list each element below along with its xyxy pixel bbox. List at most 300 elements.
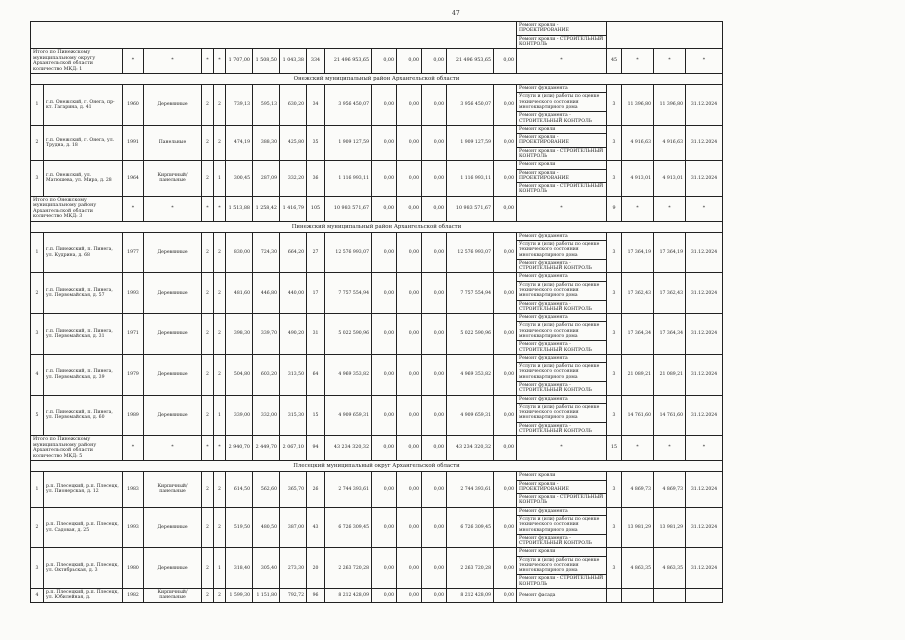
- fund-value: 0,00: [422, 232, 447, 273]
- residents: 31: [307, 314, 325, 355]
- row-number: 1: [31, 85, 44, 126]
- entrances: 2: [214, 507, 226, 548]
- other-funds: 0,00: [494, 161, 517, 196]
- total-cost: 43 234 320,32: [325, 436, 372, 461]
- fund-value: 0,00: [397, 589, 422, 603]
- work-type: Услуги и (или) работы по оценке технического состояния многоквартирного дома: [517, 321, 606, 339]
- other-funds: 0,00: [494, 472, 517, 507]
- work-count: 3: [607, 354, 622, 395]
- fund-value: 0,00: [372, 125, 397, 160]
- work-type: Ремонт кровли - ПРОЕКТИРОВАНИЕ: [519, 23, 569, 34]
- fund-value: 0,00: [372, 472, 397, 507]
- other-funds: 0,00: [494, 273, 517, 314]
- works-cell: [517, 472, 607, 507]
- building-address: г.п. Пинежский, п. Пинега, ул. Первомайская, д. 31: [44, 314, 123, 355]
- unit-cost: 13 981,29: [622, 507, 654, 548]
- residents: 43: [307, 507, 325, 548]
- floors: 2: [202, 161, 214, 196]
- other-funds: 0,00: [494, 314, 517, 355]
- wall-material: Деревянные: [144, 507, 202, 548]
- area-value: 481,60: [226, 273, 253, 314]
- work-type: Ремонт кровли - ПРОЕКТИРОВАНИЕ: [517, 169, 606, 182]
- fund-value: 0,00: [372, 354, 397, 395]
- owner-funds: 2 744 393,61: [447, 472, 494, 507]
- works-cell: [517, 548, 607, 589]
- entrances: 2: [214, 125, 226, 160]
- entrances: 1: [214, 395, 226, 436]
- fund-value: 0,00: [372, 395, 397, 436]
- owner-funds: 8 212 428,09: [447, 589, 494, 603]
- total-star: *: [144, 196, 202, 221]
- total-count: 45: [607, 49, 622, 74]
- work-count: 3: [607, 273, 622, 314]
- work-count: 3: [607, 161, 622, 196]
- residents: 96: [307, 589, 325, 603]
- residents: 20: [307, 548, 325, 589]
- fund-value: 0,00: [397, 548, 422, 589]
- area-value: 332,00: [253, 395, 280, 436]
- build-year: 1991: [123, 125, 144, 160]
- total-own-funds: 43 234 320,32: [447, 436, 494, 461]
- unit-cost: 4 863,35: [622, 548, 654, 589]
- area-value: 595,13: [253, 85, 280, 126]
- total-cost: 10 983 571,67: [325, 196, 372, 221]
- completion-date: 31.12.2024: [686, 472, 723, 507]
- residents: 34: [307, 85, 325, 126]
- unit-cost: 4 913,01: [622, 161, 654, 196]
- floors: 2: [202, 507, 214, 548]
- fund-value: 0,00: [372, 589, 397, 603]
- carry-over-row: [31, 22, 723, 49]
- fund-value: 0,00: [422, 589, 447, 603]
- works-cell: [517, 161, 607, 196]
- building-address: г.п. Пинежский, п. Пинега, ул. Кудрина, д. 68: [44, 232, 123, 273]
- max-unit-cost: 17 364,19: [654, 232, 686, 273]
- total-row: [31, 49, 723, 74]
- section-header-row: [31, 461, 723, 472]
- total-own-funds: 21 496 953,65: [447, 49, 494, 74]
- unit-cost: 4 916,63: [622, 125, 654, 160]
- fund-value: 0,00: [422, 548, 447, 589]
- owner-funds: 12 576 993,07: [447, 232, 494, 273]
- wall-material: Деревянные: [144, 314, 202, 355]
- other-funds: 0,00: [494, 589, 517, 603]
- owner-funds: 1 116 993,11: [447, 161, 494, 196]
- fund-value: 0,00: [372, 507, 397, 548]
- entrances: 2: [214, 314, 226, 355]
- residents: 27: [307, 232, 325, 273]
- fund-value: 0,00: [397, 507, 422, 548]
- total-area: 1 258,42: [253, 196, 280, 221]
- completion-date: 31.12.2024: [686, 507, 723, 548]
- area-value: 519,50: [226, 507, 253, 548]
- work-type: Ремонт фундамента - СТРОИТЕЛЬНЫЙ КОНТРОЛЬ: [517, 340, 606, 353]
- owner-funds: 5 022 590,96: [447, 314, 494, 355]
- work-type: Ремонт фундамента - СТРОИТЕЛЬНЫЙ КОНТРОЛЬ: [517, 300, 606, 313]
- fund-value: 0,00: [422, 85, 447, 126]
- section-title: Плесецкий муниципальный округ Архангельской области: [31, 461, 723, 472]
- completion-date: 31.12.2024: [686, 85, 723, 126]
- area-value: 365,70: [280, 472, 307, 507]
- building-address: г.п. Пинежский, п. Пинега, ул. Первомайская, д. 60: [44, 395, 123, 436]
- total-star: *: [202, 196, 214, 221]
- other-funds: 0,00: [494, 507, 517, 548]
- area-value: 305,40: [253, 548, 280, 589]
- works-cell: [517, 85, 607, 126]
- total-star: *: [622, 436, 654, 461]
- total-star: *: [686, 436, 723, 461]
- build-year: 1993: [123, 273, 144, 314]
- total-fund: 0,00: [397, 196, 422, 221]
- unit-cost: [622, 589, 654, 603]
- other-funds: 0,00: [494, 395, 517, 436]
- area-value: 490,20: [280, 314, 307, 355]
- area-value: 388,30: [253, 125, 280, 160]
- building-address: г.п. Пинежский, п. Пинега, ул. Первомайская, д. 57: [44, 273, 123, 314]
- fund-value: 0,00: [422, 161, 447, 196]
- work-type: Ремонт фундамента: [519, 86, 568, 92]
- wall-material: Деревянные: [144, 232, 202, 273]
- building-row: [31, 85, 723, 126]
- building-address: г.п. Пинежский, п. Пинега, ул. Первомайская, д. 39: [44, 354, 123, 395]
- total-row: [31, 436, 723, 461]
- work-count: 3: [607, 507, 622, 548]
- total-star: *: [214, 49, 226, 74]
- owner-funds: 3 956 450,07: [447, 85, 494, 126]
- residents: 36: [307, 161, 325, 196]
- owner-funds: 2 263 720,28: [447, 548, 494, 589]
- work-type: Ремонт кровли: [519, 473, 556, 479]
- building-row: [31, 589, 723, 603]
- owner-funds: 6 726 309,45: [447, 507, 494, 548]
- work-count: 3: [607, 314, 622, 355]
- floors: 2: [202, 354, 214, 395]
- completion-date: 31.12.2024: [686, 548, 723, 589]
- total-area: 1 508,50: [253, 49, 280, 74]
- max-unit-cost: 4 863,35: [654, 548, 686, 589]
- fund-value: 0,00: [397, 161, 422, 196]
- empty-cell: [31, 22, 517, 49]
- works-cell: [517, 314, 607, 355]
- total-fund: 0,00: [422, 196, 447, 221]
- build-year: 1993: [123, 507, 144, 548]
- total-star: *: [144, 49, 202, 74]
- building-address: р.п. Плесецкий, р.п. Плесецк, ул. Октябрьская, д. 3: [44, 548, 123, 589]
- max-unit-cost: [654, 589, 686, 603]
- total-people: 334: [307, 49, 325, 74]
- work-count: 3: [607, 395, 622, 436]
- completion-date: 31.12.2024: [686, 232, 723, 273]
- building-row: [31, 125, 723, 160]
- floors: 2: [202, 314, 214, 355]
- owner-funds: 7 757 554,94: [447, 273, 494, 314]
- fund-value: 0,00: [397, 472, 422, 507]
- floors: 2: [202, 472, 214, 507]
- total-star: *: [686, 196, 723, 221]
- total-star: *: [622, 49, 654, 74]
- total-star: *: [123, 196, 144, 221]
- total-count: 15: [607, 436, 622, 461]
- total-area: 1 707,00: [226, 49, 253, 74]
- total-star: *: [123, 436, 144, 461]
- work-type: Услуги и (или) работы по оценке технического состояния многоквартирного дома: [517, 92, 606, 110]
- entrances: 2: [214, 472, 226, 507]
- work-type: Ремонт фундамента: [519, 396, 568, 402]
- row-number: 1: [31, 472, 44, 507]
- fund-value: 0,00: [372, 548, 397, 589]
- work-type: Ремонт кровли: [519, 549, 556, 555]
- work-type: Ремонт кровли - СТРОИТЕЛЬНЫЙ КОНТРОЛЬ: [517, 182, 606, 195]
- fund-value: 0,00: [422, 507, 447, 548]
- fund-value: 0,00: [422, 314, 447, 355]
- building-address: р.п. Плесецкий, р.п. Плесецк, ул. Пионерская, д. 12: [44, 472, 123, 507]
- total-star: *: [517, 436, 607, 461]
- wall-material: Деревянные: [144, 273, 202, 314]
- fund-value: 0,00: [372, 273, 397, 314]
- owner-funds: 1 909 127,59: [447, 125, 494, 160]
- total-cost: 21 496 953,65: [325, 49, 372, 74]
- floors: 2: [202, 395, 214, 436]
- unit-cost: 11 396,80: [622, 85, 654, 126]
- work-count: 3: [607, 85, 622, 126]
- total-star: *: [144, 436, 202, 461]
- build-year: 1980: [123, 548, 144, 589]
- other-funds: 0,00: [494, 125, 517, 160]
- total-fund: 0,00: [372, 196, 397, 221]
- max-unit-cost: 11 396,80: [654, 85, 686, 126]
- building-row: [31, 232, 723, 273]
- total-area: 2 940,70: [226, 436, 253, 461]
- row-number: 2: [31, 125, 44, 160]
- work-type: Ремонт фундамента: [519, 315, 568, 321]
- floors: 2: [202, 125, 214, 160]
- work-type: Ремонт фундамента - СТРОИТЕЛЬНЫЙ КОНТРОЛЬ: [517, 381, 606, 394]
- works-cell: [517, 395, 607, 436]
- repair-cost: 8 212 428,09: [325, 589, 372, 603]
- building-row: [31, 273, 723, 314]
- repair-cost: 1 909 127,59: [325, 125, 372, 160]
- max-unit-cost: 4 869,73: [654, 472, 686, 507]
- max-unit-cost: 17 362,43: [654, 273, 686, 314]
- area-value: 332,20: [280, 161, 307, 196]
- completion-date: 31.12.2024: [686, 125, 723, 160]
- area-value: 446,80: [253, 273, 280, 314]
- area-value: 562,60: [253, 472, 280, 507]
- work-count: 3: [607, 548, 622, 589]
- fund-value: 0,00: [422, 273, 447, 314]
- section-title: Онежский муниципальный район Архангельской области: [31, 74, 723, 85]
- total-area: 1 043,38: [280, 49, 307, 74]
- repair-cost: 6 726 309,45: [325, 507, 372, 548]
- owner-funds: 4 969 353,82: [447, 354, 494, 395]
- build-year: 1960: [123, 85, 144, 126]
- work-type: Услуги и (или) работы по оценке технического состояния многоквартирного дома: [517, 281, 606, 299]
- capital-repair-register-table: [30, 21, 723, 603]
- residents: 15: [307, 395, 325, 436]
- building-address: г.п. Онежский, ул. Матюшева, ул. Мира, д. 28: [44, 161, 123, 196]
- build-year: 1989: [123, 395, 144, 436]
- building-row: [31, 354, 723, 395]
- unit-cost: 4 869,73: [622, 472, 654, 507]
- work-count: 3: [607, 232, 622, 273]
- total-area: 2 449,70: [253, 436, 280, 461]
- build-year: 1964: [123, 161, 144, 196]
- unit-cost: 17 364,34: [622, 314, 654, 355]
- wall-material: Деревянные: [144, 395, 202, 436]
- row-number: 3: [31, 314, 44, 355]
- wall-material: Деревянные: [144, 548, 202, 589]
- work-count: 3: [607, 125, 622, 160]
- area-value: 300,45: [226, 161, 253, 196]
- total-area: 2 067,10: [280, 436, 307, 461]
- row-number: 3: [31, 161, 44, 196]
- total-star: *: [123, 49, 144, 74]
- max-unit-cost: 4 916,63: [654, 125, 686, 160]
- residents: 64: [307, 354, 325, 395]
- repair-cost: 5 022 590,96: [325, 314, 372, 355]
- completion-date: [686, 589, 723, 603]
- work-type: Услуги и (или) работы по оценке технического состояния многоквартирного дома: [517, 362, 606, 380]
- building-row: [31, 548, 723, 589]
- total-star: *: [622, 196, 654, 221]
- floors: 2: [202, 85, 214, 126]
- build-year: 1983: [123, 472, 144, 507]
- total-people: 94: [307, 436, 325, 461]
- total-fund: 0,00: [397, 49, 422, 74]
- repair-cost: 1 116 993,11: [325, 161, 372, 196]
- work-count: [607, 589, 622, 603]
- total-fund: 0,00: [372, 436, 397, 461]
- repair-cost: 2 263 720,28: [325, 548, 372, 589]
- total-star: *: [202, 436, 214, 461]
- area-value: 315,30: [280, 395, 307, 436]
- area-value: 339,70: [253, 314, 280, 355]
- floors: 2: [202, 548, 214, 589]
- works-cell: [517, 22, 607, 49]
- area-value: 440,00: [280, 273, 307, 314]
- area-value: 339,00: [226, 395, 253, 436]
- total-row: [31, 196, 723, 221]
- total-count: 9: [607, 196, 622, 221]
- fund-value: 0,00: [372, 85, 397, 126]
- work-type: Ремонт кровли: [519, 162, 556, 168]
- max-unit-cost: 17 364,34: [654, 314, 686, 355]
- wall-material: Деревянные: [144, 85, 202, 126]
- wall-material: Кирпичный/панельные: [144, 589, 202, 603]
- work-type: Ремонт фундамента: [519, 508, 568, 514]
- completion-date: 31.12.2024: [686, 395, 723, 436]
- section-title: Пинежский муниципальный район Архангельской области: [31, 221, 723, 232]
- area-value: 614,50: [226, 472, 253, 507]
- area-value: 1 599,30: [226, 589, 253, 603]
- works-cell: [517, 232, 607, 273]
- fund-value: 0,00: [397, 354, 422, 395]
- max-unit-cost: 4 913,01: [654, 161, 686, 196]
- work-type: Ремонт кровли - СТРОИТЕЛЬНЫЙ КОНТРОЛЬ: [517, 493, 606, 506]
- wall-material: Кирпичный/панельные: [144, 472, 202, 507]
- total-label: Итого по Пинежскому муниципальному району Архангельской области количество МКД: 5: [31, 436, 123, 461]
- area-value: 313,50: [280, 354, 307, 395]
- area-value: 830,00: [226, 232, 253, 273]
- work-type: Услуги и (или) работы по оценке технического состояния многоквартирного дома: [517, 556, 606, 574]
- row-number: 4: [31, 354, 44, 395]
- repair-cost: 4 969 353,82: [325, 354, 372, 395]
- row-number: 2: [31, 507, 44, 548]
- floors: 2: [202, 273, 214, 314]
- repair-cost: 2 744 393,61: [325, 472, 372, 507]
- building-address: р.п. Плесецкий, р.п. Плесецк, ул. Юбилейная, д.: [44, 589, 123, 603]
- area-value: 792,72: [280, 589, 307, 603]
- total-star: *: [654, 49, 686, 74]
- max-unit-cost: 21 089,21: [654, 354, 686, 395]
- total-area: 1 513,88: [226, 196, 253, 221]
- area-value: 387,00: [280, 507, 307, 548]
- total-fund: 0,00: [422, 436, 447, 461]
- section-header-row: [31, 74, 723, 85]
- work-type: Ремонт фасада: [519, 592, 556, 598]
- work-type: Ремонт фундамента - СТРОИТЕЛЬНЫЙ КОНТРОЛЬ: [517, 259, 606, 272]
- total-label: Итого по Пинежскому муниципальному округу Архангельской области количество МКД: 1: [31, 49, 123, 74]
- area-value: 318,40: [226, 548, 253, 589]
- total-own-funds: 10 983 571,67: [447, 196, 494, 221]
- wall-material: Кирпичный/панельные: [144, 161, 202, 196]
- total-star: *: [214, 436, 226, 461]
- area-value: 273,30: [280, 548, 307, 589]
- entrances: 2: [214, 589, 226, 603]
- fund-value: 0,00: [422, 472, 447, 507]
- building-address: г.п. Онежский, г. Онега, ул. Трудна, д. 18: [44, 125, 123, 160]
- completion-date: 31.12.2024: [686, 354, 723, 395]
- unit-cost: 14 761,60: [622, 395, 654, 436]
- build-year: 1979: [123, 354, 144, 395]
- area-value: 287,09: [253, 161, 280, 196]
- work-type: Ремонт фундамента: [519, 355, 568, 361]
- floors: 2: [202, 232, 214, 273]
- row-number: 5: [31, 395, 44, 436]
- works-cell: [517, 354, 607, 395]
- works-cell: [517, 273, 607, 314]
- total-fund: 0,00: [397, 436, 422, 461]
- entrances: 2: [214, 273, 226, 314]
- work-type: Ремонт фундамента - СТРОИТЕЛЬНЫЙ КОНТРОЛЬ: [517, 111, 606, 124]
- other-funds: 0,00: [494, 548, 517, 589]
- area-value: 480,50: [253, 507, 280, 548]
- entrances: 2: [214, 354, 226, 395]
- area-value: 425,80: [280, 125, 307, 160]
- other-funds: 0,00: [494, 232, 517, 273]
- area-value: 739,13: [226, 85, 253, 126]
- unit-cost: 17 362,43: [622, 273, 654, 314]
- page-number: 47: [452, 10, 460, 17]
- work-type: Ремонт кровли: [519, 126, 556, 132]
- total-star: *: [654, 196, 686, 221]
- work-type: Услуги и (или) работы по оценке технического состояния многоквартирного дома: [517, 240, 606, 258]
- work-type: Ремонт кровли - ПРОЕКТИРОВАНИЕ: [517, 480, 606, 493]
- total-star: *: [517, 49, 607, 74]
- other-funds: 0,00: [494, 354, 517, 395]
- work-type: Услуги и (или) работы по оценке технического состояния многоквартирного дома: [517, 403, 606, 421]
- fund-value: 0,00: [422, 125, 447, 160]
- completion-date: 31.12.2024: [686, 161, 723, 196]
- total-other: 0,00: [494, 436, 517, 461]
- area-value: 664,20: [280, 232, 307, 273]
- entrances: 1: [214, 548, 226, 589]
- building-row: [31, 314, 723, 355]
- work-type: Ремонт фундамента - СТРОИТЕЛЬНЫЙ КОНТРОЛЬ: [517, 422, 606, 435]
- building-address: г.п. Онежский, г. Онега, пр-кт. Гагарина, д. 41: [44, 85, 123, 126]
- row-number: 2: [31, 273, 44, 314]
- work-type: Ремонт кровли - ПРОЕКТИРОВАНИЕ: [517, 133, 606, 146]
